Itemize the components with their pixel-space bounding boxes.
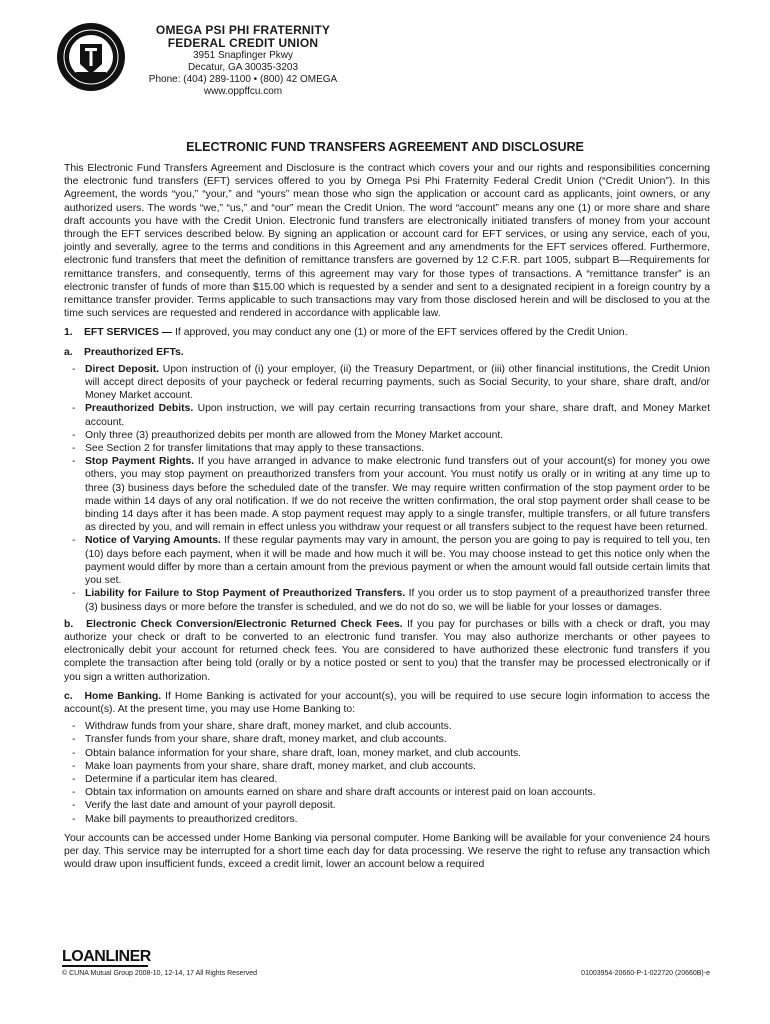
item-text: Withdraw funds from your share, share draft, money market, and club accounts. bbox=[85, 721, 452, 733]
item-text: Verify the last date and amount of your payroll deposit. bbox=[85, 800, 336, 812]
organization-name-line1: OMEGA PSI PHI FRATERNITY bbox=[155, 23, 331, 37]
dash-marker: - bbox=[72, 443, 76, 455]
subsection-a-title: Preauthorized EFTs. bbox=[84, 346, 184, 358]
preauthorized-eft-list bbox=[64, 363, 710, 614]
list-item bbox=[64, 813, 710, 826]
organization-name-line2: FEDERAL CREDIT UNION bbox=[167, 36, 319, 50]
subsection-c-paragraph bbox=[64, 690, 710, 716]
item-term: Liability for Failure to Stop Payment of Preauthorized Transfers. bbox=[85, 588, 406, 600]
item-text: Only three (3) preauthorized debits per month are allowed from the Money Market account. bbox=[85, 429, 504, 441]
subsection-b-paragraph bbox=[64, 618, 710, 684]
item-text: If you have arranged in advance to make electronic fund transfers out of your account(s) for money you owe others, you may stop payment on preauthorized transfers from your account. You must notify us orally or in writing at any time up to three (3) business days before the scheduled date of the transfer. We may require written confirmation of the stop payment order to be made within 14 days of any oral notification. If we do not receive the written confirmation, the oral stop payment order shall cease to be binding 14 days after it has been made. A stop payment request may apply to a single transfer, multiple transfers, or all future transfers as directed by you, and will remain in effect unless you withdraw your request or all transfers subject to the request have been returned. bbox=[85, 456, 710, 534]
street-address: 3951 Snapfinger Pkwy bbox=[192, 50, 294, 61]
subsection-b-number: b. bbox=[64, 618, 74, 630]
credit-union-seal-logo bbox=[56, 22, 126, 92]
subsection-c-text: If Home Banking is activated for your account(s), you will be required to use secure login information to access the account(s). At the present time, you may use Home Banking to: bbox=[64, 690, 710, 715]
list-item bbox=[64, 429, 710, 442]
dash-marker: - bbox=[72, 747, 76, 759]
item-text: Upon instruction, we will pay certain recurring transactions from your share, share draft, and Money Market account. bbox=[85, 403, 710, 428]
dash-marker: - bbox=[72, 734, 76, 746]
item-term: Preauthorized Debits. bbox=[85, 403, 194, 415]
section-1-title: EFT SERVICES — bbox=[84, 327, 173, 339]
list-item bbox=[64, 786, 710, 799]
item-term: Direct Deposit. bbox=[85, 363, 160, 375]
subsection-a-heading bbox=[64, 346, 710, 359]
list-item bbox=[64, 733, 710, 746]
city-state-zip: Decatur, GA 30035-3203 bbox=[187, 62, 299, 73]
list-item bbox=[64, 534, 710, 587]
phone-numbers: Phone: (404) 289-1100 • (800) 42 OMEGA bbox=[148, 74, 338, 85]
copyright-notice: © CUNA Mutual Group 2008-10, 12-14, 17 All Rights Reserved bbox=[62, 970, 258, 977]
dash-marker: - bbox=[72, 535, 76, 547]
dash-marker: - bbox=[72, 800, 76, 812]
subsection-a-number: a. bbox=[64, 346, 73, 358]
dash-marker: - bbox=[72, 787, 76, 799]
intro-paragraph: This Electronic Fund Transfers Agreement and Disclosure is the contract which covers your and our rights and responsibilities concerning the electronic fund transfers (EFT) services offered to you by Omega Psi Phi Fraternity Federal Credit Union (“Credit Union”). In this Agreement, the words “you,” “your,” and “yours” mean those who sign the application or account card as applicants, joint owners, or any authorized users. The words “we,” “us,” and “our” mean the Credit Union. The word “account” means any one (1) or more share and share draft accounts you have with the Credit Union. Electronic fund transfers are electronically initiated transfers of money from your account through the EFT services described below. By signing an application or account card for EFT services, or using any service, each of you, jointly and severally, agree to the terms and conditions in this Agreement and any amendments for the EFT services offered. Furthermore, electronic fund transfers that meet the definition of remittance transfers are governed by 12 C.F.R. part 1005, subpart B—Requirements for remittance transfers, and consequently, terms of this agreement may vary for those types of transactions. A “remittance transfer” is an electronic transfer of funds of more than $15.00 which is requested by a sender and sent to a designated recipient in a foreign country by a remittance transfer provider. Terms applicable to such transactions may vary from those disclosed herein and will be disclosed to you at the time such services are requested and rendered in accordance with applicable law. bbox=[64, 163, 710, 320]
section-1-heading bbox=[64, 326, 710, 339]
logo-underline bbox=[62, 965, 148, 967]
dash-marker: - bbox=[72, 588, 76, 600]
item-term: Stop Payment Rights. bbox=[85, 456, 195, 468]
list-item bbox=[64, 720, 710, 733]
subsection-b-title: Electronic Check Conversion/Electronic Returned Check Fees. bbox=[86, 618, 403, 630]
list-item bbox=[64, 442, 710, 455]
item-text: If you order us to stop payment of a preauthorized transfer three (3) business days or more before the transfer is scheduled, and we do not do so, we will be liable for your losses or damages. bbox=[85, 588, 711, 613]
list-item bbox=[64, 760, 710, 773]
dash-marker: - bbox=[72, 813, 76, 825]
item-term: Notice of Varying Amounts. bbox=[85, 535, 221, 547]
list-item bbox=[64, 455, 710, 534]
dash-marker: - bbox=[72, 456, 76, 468]
form-code: 01003954-20660-P-1-022720 (20660B)-e bbox=[581, 970, 710, 977]
list-item bbox=[64, 363, 710, 403]
list-item bbox=[64, 587, 710, 613]
letterhead bbox=[56, 22, 356, 100]
section-1-text: If approved, you may conduct any one (1) or more of the EFT services offered by the Credit Union. bbox=[172, 327, 628, 339]
loanliner-logo: LOANLINER bbox=[62, 948, 151, 965]
subsection-c-number: c. bbox=[64, 690, 73, 702]
dash-marker: - bbox=[72, 760, 76, 772]
document-body bbox=[64, 162, 710, 871]
item-text: Transfer funds from your share, share draft, money market, and club accounts. bbox=[85, 734, 447, 746]
item-text: Obtain tax information on amounts earned on share and share draft accounts or interest paid on loan accounts. bbox=[85, 787, 596, 799]
list-item bbox=[64, 402, 710, 428]
dash-marker: - bbox=[72, 773, 76, 785]
item-text: Obtain balance information for your share, share draft, loan, money market, and club accounts. bbox=[85, 747, 522, 759]
list-item bbox=[64, 747, 710, 760]
dash-marker: - bbox=[72, 363, 76, 375]
dash-marker: - bbox=[72, 403, 76, 415]
closing-paragraph: Your accounts can be accessed under Home Banking via personal computer. Home Banking will be available for your convenience 24 hours per day. This service may be interrupted for a short time each day for data processing. We reserve the right to refuse any transaction which would draw upon insufficient funds, exceed a credit limit, lower an account below a required bbox=[64, 832, 710, 871]
item-text: If these regular payments may vary in amount, the person you are going to pay is required to tell you, ten (10) days before each payment, when it will be made and how much it will be. You may choose instead to get this notice only when the payment would differ by more than a certain amount from the previous payment or when the amount would fall outside certain limits that you set. bbox=[85, 535, 710, 587]
item-text: Make bill payments to preauthorized creditors. bbox=[85, 813, 298, 825]
dash-marker: - bbox=[72, 429, 76, 441]
document-title: ELECTRONIC FUND TRANSFERS AGREEMENT AND DISCLOSURE bbox=[186, 140, 584, 154]
website-url: www.oppffcu.com bbox=[203, 86, 283, 97]
subsection-c-title: Home Banking. bbox=[84, 690, 162, 702]
item-text: See Section 2 for transfer limitations that may apply to these transactions. bbox=[85, 443, 425, 455]
page-footer bbox=[62, 948, 710, 988]
home-banking-list bbox=[64, 720, 710, 826]
subsection-b-text: If you pay for purchases or bills with a check or draft, you may authorize your check or draft to be converted to an electronic fund transfer. You may also authorize merchants or other payees to electronically debit your account for returned check fees. You are considered to have authorized these electronic fund transfers if you complete the transaction after being told (orally or by a notice posted or sent to you) that the transfer may be processed electronically or if you sign a written authorization. bbox=[64, 618, 710, 683]
dash-marker: - bbox=[72, 721, 76, 733]
item-text: Upon instruction of (i) your employer, (ii) the Treasury Department, or (iii) other financial institutions, the Credit Union will accept direct deposits of your paycheck or federal recurring payments, such as Social Security, to your share, share draft, and/or Money Market account. bbox=[85, 363, 711, 402]
item-text: Make loan payments from your share, share draft, money market, and club accounts. bbox=[85, 760, 476, 772]
list-item bbox=[64, 799, 710, 812]
item-text: Determine if a particular item has cleared. bbox=[85, 773, 278, 785]
section-1-number: 1. bbox=[64, 327, 73, 339]
list-item bbox=[64, 773, 710, 786]
organization-block bbox=[130, 24, 356, 98]
